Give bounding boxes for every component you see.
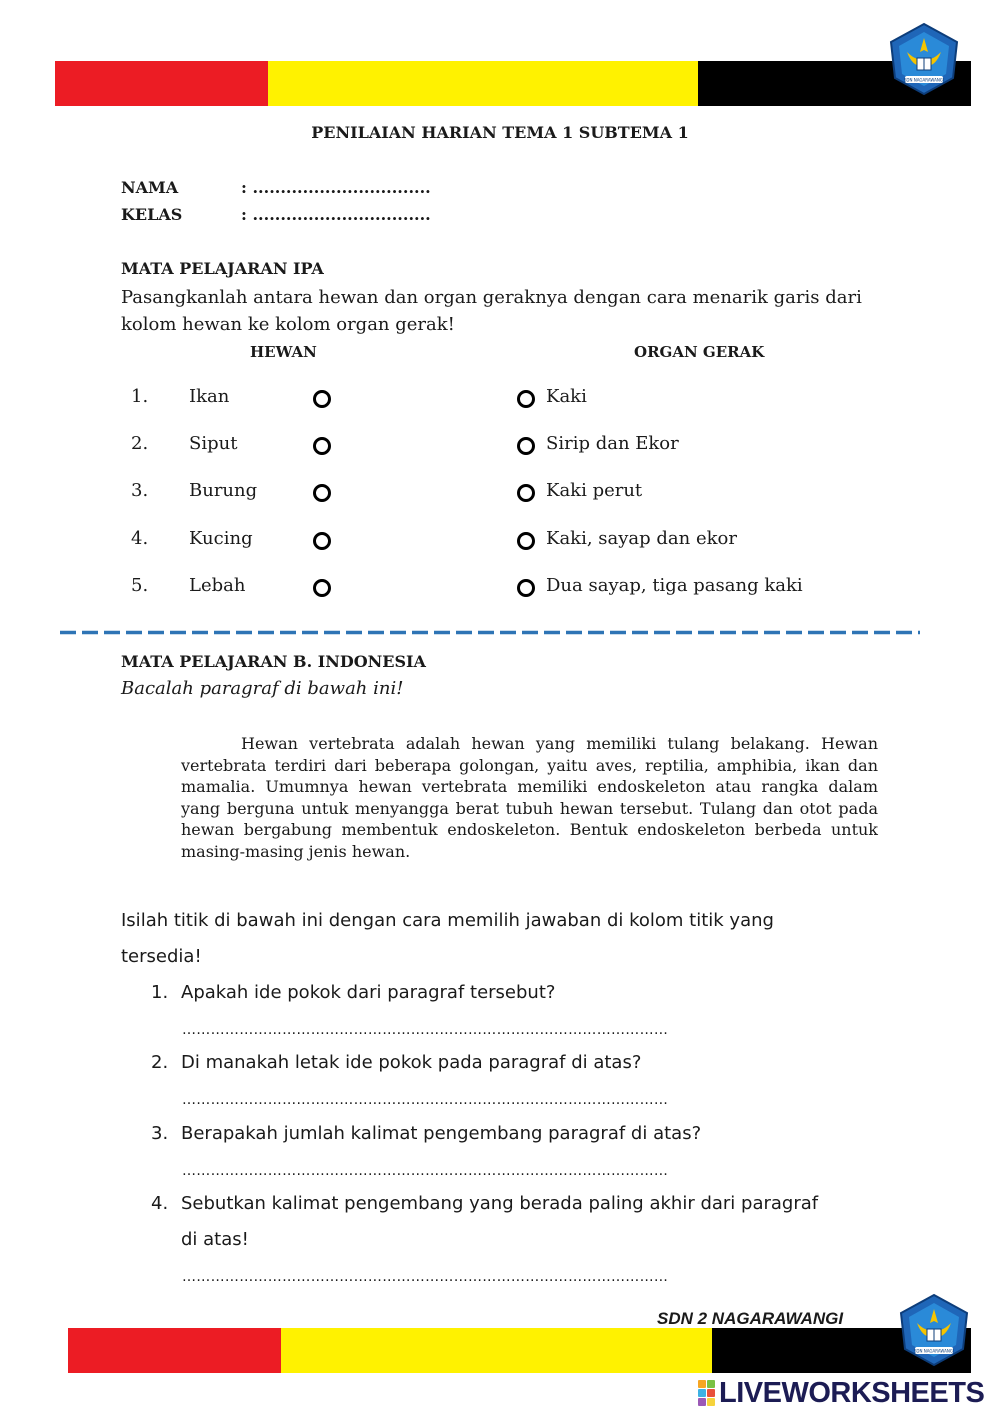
column-header-organ-gerak: ORGAN GERAK <box>634 343 765 361</box>
kelas-blank[interactable]: : ................................ <box>241 205 431 224</box>
question-number: 4. <box>151 1193 169 1214</box>
row-number: 4. <box>131 528 149 549</box>
question-text: Apakah ide pokok dari paragraf tersebut? <box>181 982 556 1003</box>
question-text: Berapakah jumlah kalimat pengembang paragraf di atas? <box>181 1123 702 1144</box>
answer-line-1[interactable]: ………………………………………………………………………………………… <box>182 1022 669 1038</box>
animal-connector-dot[interactable] <box>313 532 331 550</box>
animal-connector-dot[interactable] <box>313 437 331 455</box>
organ-label: Kaki perut <box>546 480 643 501</box>
school-logo-icon <box>897 1293 971 1367</box>
organ-connector-dot[interactable] <box>517 484 535 502</box>
animal-label: Ikan <box>189 386 230 407</box>
matching-row <box>0 433 1000 463</box>
animal-label: Kucing <box>189 528 253 549</box>
band-yellow <box>268 61 698 106</box>
question-text-line-2: di atas! <box>181 1229 249 1250</box>
question-text: Di manakah letak ide pokok pada paragraf di atas? <box>181 1052 642 1073</box>
row-number: 3. <box>131 480 149 501</box>
page-title: PENILAIAN HARIAN TEMA 1 SUBTEMA 1 <box>311 123 689 142</box>
fill-instruction-line-1: Isilah titik di bawah ini dengan cara memilih jawaban di kolom titik yang <box>121 910 774 931</box>
logo-label: SDN NAGARAWANGI <box>913 1348 955 1354</box>
column-header-hewan: HEWAN <box>250 343 317 361</box>
answer-line-4[interactable]: ………………………………………………………………………………………… <box>182 1269 669 1285</box>
logo-label: SDN NAGARAWANGI <box>903 77 945 83</box>
animal-label: Burung <box>189 480 258 501</box>
school-name: SDN 2 NAGARAWANGI <box>657 1309 844 1328</box>
question-number: 3. <box>151 1123 169 1144</box>
bindo-heading: MATA PELAJARAN B. INDONESIA <box>121 652 426 671</box>
liveworksheets-brand <box>698 1376 984 1410</box>
organ-label: Sirip dan Ekor <box>546 433 679 454</box>
band-red <box>55 61 268 106</box>
liveworksheets-wordmark: LIVEWORKSHEETS <box>719 1376 985 1409</box>
fill-instruction-line-2: tersedia! <box>121 946 202 967</box>
ipa-heading: MATA PELAJARAN IPA <box>121 259 324 278</box>
reading-passage: Hewan vertebrata adalah hewan yang memiliki tulang belakang. Hewan vertebrata terdiri dari beberapa golongan, yaitu aves, reptilia, amphibia, ikan dan mamalia. Umumnya hewan vertebrata memiliki endoskeleton atau rangka dalam yang berguna untuk menyangga berat tubuh hewan tersebut. Tulang dan otot pada hewan bergabung membentuk endoskeleton. Bentuk endoskeleton berbeda untuk masing-masing jenis hewan. <box>181 734 878 861</box>
ipa-instruction: Pasangkanlah antara hewan dan organ geraknya dengan cara menarik garis dari kolom hewan ke kolom organ gerak! <box>121 287 862 335</box>
section-divider <box>60 630 920 635</box>
school-logo-icon <box>887 22 961 96</box>
answer-line-3[interactable]: ………………………………………………………………………………………… <box>182 1163 669 1179</box>
animal-label: Siput <box>189 433 238 454</box>
organ-connector-dot[interactable] <box>517 579 535 597</box>
organ-connector-dot[interactable] <box>517 437 535 455</box>
row-number: 5. <box>131 575 149 596</box>
nama-field <box>121 178 431 197</box>
question-number: 2. <box>151 1052 169 1073</box>
matching-row <box>0 528 1000 558</box>
kelas-field <box>121 205 431 224</box>
organ-connector-dot[interactable] <box>517 532 535 550</box>
answer-line-2[interactable]: ………………………………………………………………………………………… <box>182 1092 669 1108</box>
organ-label: Dua sayap, tiga pasang kaki <box>546 575 803 596</box>
row-number: 1. <box>131 386 149 407</box>
bindo-subheading: Bacalah paragraf di bawah ini! <box>121 678 404 699</box>
question-text-line-1: Sebutkan kalimat pengembang yang berada paling akhir dari paragraf <box>181 1193 819 1214</box>
organ-label: Kaki, sayap dan ekor <box>546 528 737 549</box>
organ-connector-dot[interactable] <box>517 390 535 408</box>
row-number: 2. <box>131 433 149 454</box>
question-number: 1. <box>151 982 169 1003</box>
matching-row <box>0 575 1000 605</box>
animal-connector-dot[interactable] <box>313 579 331 597</box>
animal-connector-dot[interactable] <box>313 484 331 502</box>
nama-label: NAMA <box>121 178 179 197</box>
matching-row <box>0 386 1000 416</box>
animal-label: Lebah <box>189 575 246 596</box>
bottom-color-band <box>68 1328 971 1373</box>
matching-row <box>0 480 1000 510</box>
top-color-band <box>55 61 971 106</box>
liveworksheets-logo-icon <box>698 1380 715 1406</box>
band-red <box>68 1328 281 1373</box>
organ-label: Kaki <box>546 386 587 407</box>
nama-blank[interactable]: : ................................ <box>241 178 431 197</box>
band-yellow <box>281 1328 712 1373</box>
animal-connector-dot[interactable] <box>313 390 331 408</box>
kelas-label: KELAS <box>121 205 183 224</box>
